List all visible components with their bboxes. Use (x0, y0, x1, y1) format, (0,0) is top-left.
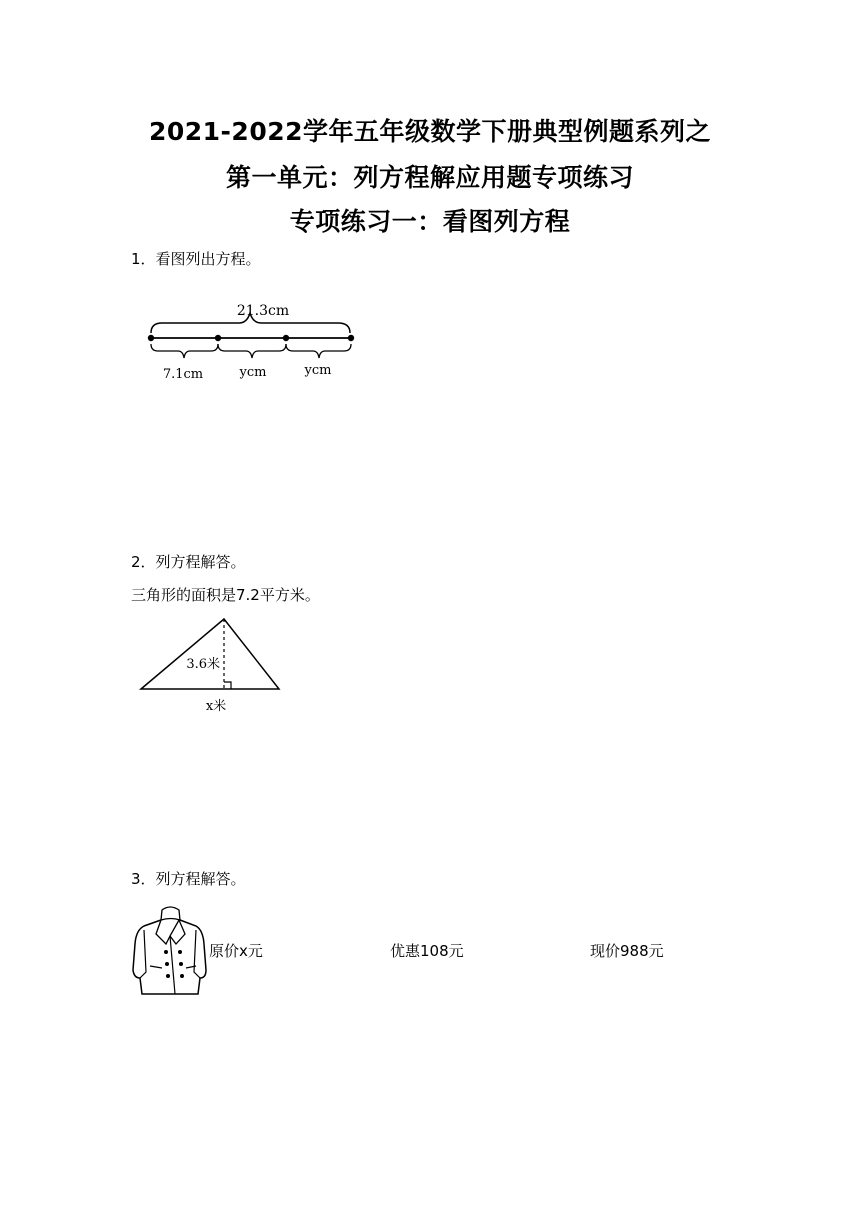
question-2-description: 三角形的面积是7.2平方米。 (131, 586, 320, 604)
title-line-3: 专项练习一：看图列方程 (289, 207, 571, 236)
brace-seg3 (286, 344, 351, 358)
current-price-text: 现价988元 (590, 942, 664, 960)
title-line-2: 第一单元：列方程解应用题专项练习 (225, 163, 634, 192)
seg1-label: 7.1cm (162, 367, 204, 382)
right-angle-mark (224, 682, 231, 689)
seg3-label: ycm (304, 363, 332, 378)
base-label: x米 (205, 699, 227, 714)
question-3: 3．列方程解答。 (131, 870, 246, 888)
point-b (215, 335, 221, 341)
triangle-shape (141, 619, 279, 689)
brace-seg1 (151, 344, 218, 358)
point-a (148, 335, 154, 341)
original-price-text: 原价x元 (209, 942, 263, 960)
triangle-diagram (136, 614, 286, 716)
point-c (283, 335, 289, 341)
point-d (348, 335, 354, 341)
discount-text: 优惠108元 (390, 942, 464, 960)
seg2-label: ycm (239, 365, 267, 380)
question-1: 1．看图列出方程。 (131, 250, 261, 268)
question-2: 2．列方程解答。 (131, 553, 246, 571)
brace-seg2 (218, 344, 286, 358)
height-label: 3.6米 (186, 657, 220, 672)
segment-diagram (140, 296, 370, 386)
jacket-icon (130, 900, 210, 1000)
title-line-1: 2021-2022学年五年级数学下册典型例题系列之 (148, 117, 712, 146)
total-length-label: 21.3cm (236, 303, 290, 319)
